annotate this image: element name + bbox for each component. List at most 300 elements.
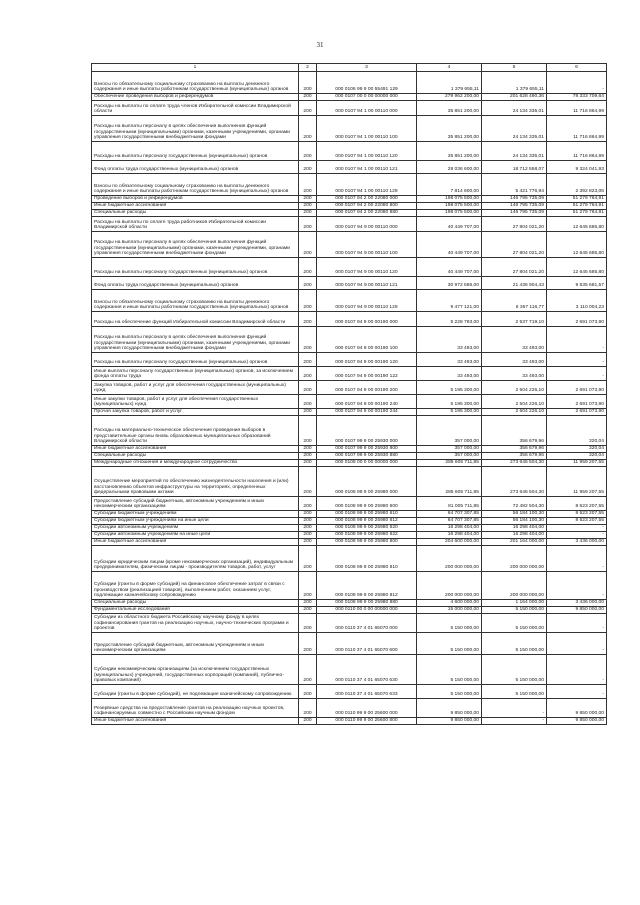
approved-amount: 40 449 707,00 (417, 217, 482, 232)
admin-code: 200 (299, 72, 317, 94)
unexecuted-amount: 11 716 864,99 (547, 116, 607, 142)
admin-code: 200 (299, 539, 317, 546)
unexecuted-amount: - (547, 633, 607, 655)
executed-amount: 16 298 404,00 (482, 532, 547, 539)
admin-code: 200 (299, 161, 317, 174)
unexecuted-amount: 51 279 764,91 (547, 196, 607, 203)
budget-classification-code: 000 0107 99 9 00 25930 800 (317, 446, 417, 453)
approved-amount: 357 000,00 (417, 416, 482, 446)
unexecuted-amount: 51 279 764,91 (547, 203, 607, 210)
table-row (92, 532, 607, 539)
line-item-name: Специальные расходы (92, 600, 299, 607)
admin-code: 200 (299, 353, 317, 367)
line-item-name: Международные отношения и международное сотрудничество (92, 460, 299, 467)
budget-classification-code: 000 0108 99 9 00 25980 880 (317, 600, 417, 607)
budget-classification-code: 000 0110 99 9 00 25600 800 (317, 718, 417, 725)
admin-code: 200 (299, 381, 317, 395)
unexecuted-amount: 9 850 000,00 (547, 699, 607, 718)
table-row (92, 94, 607, 101)
unexecuted-amount: 2 691 073,90 (547, 395, 607, 409)
line-item-name: Иные бюджетные ассигнования (92, 203, 299, 210)
executed-amount: 33 493,00 (482, 327, 547, 353)
approved-amount: 33 493,00 (417, 353, 482, 367)
table-row (92, 497, 607, 511)
unexecuted-amount: 12 645 685,80 (547, 258, 607, 277)
executed-amount: 24 134 335,01 (482, 142, 547, 161)
budget-classification-code: 000 0107 94 9 00 00190 240 (317, 395, 417, 409)
unexecuted-amount: - (547, 572, 607, 600)
admin-code: 200 (299, 94, 317, 101)
unexecuted-amount: - (547, 353, 607, 367)
executed-amount: 201 164 000,00 (482, 539, 547, 546)
unexecuted-amount: 320,04 (547, 416, 607, 446)
executed-amount: 27 804 021,20 (482, 217, 547, 232)
unexecuted-amount: - (547, 532, 607, 539)
budget-classification-code: 000 0108 00 0 00 00000 000 (317, 460, 417, 467)
column-header: 4 (417, 64, 482, 72)
approved-amount: 279 962 200,00 (417, 94, 482, 101)
approved-amount: 35 851 200,00 (417, 101, 482, 116)
unexecuted-amount: 3 436 000,00 (547, 600, 607, 607)
unexecuted-amount: 8 523 207,55 (547, 497, 607, 511)
budget-classification-code: 000 0107 94 9 00 00110 129 (317, 290, 417, 312)
approved-amount: 198 075 500,00 (417, 210, 482, 217)
budget-classification-code: 000 0107 94 9 00 00190 244 (317, 409, 417, 416)
budget-classification-code: 000 0106 99 9 00 55491 129 (317, 72, 417, 94)
table-row (92, 699, 607, 718)
approved-amount: 5 228 793,00 (417, 312, 482, 327)
table-row (92, 633, 607, 655)
line-item-name: Субсидии из областного бюджета Российскому научному фонду в целях софинансирования грантов на реализацию научных, научно-технических программ и проектов (92, 614, 299, 633)
budget-classification-code: 000 0107 94 2 00 22080 000 (317, 196, 417, 203)
approved-amount: 198 075 500,00 (417, 203, 482, 210)
budget-classification-code: 000 0108 99 9 00 25980 810 (317, 546, 417, 572)
approved-amount: 9 850 000,00 (417, 718, 482, 725)
approved-amount: 200 000 000,00 (417, 572, 482, 600)
line-item-name: Субсидии бюджетным учреждениям на иные цели (92, 518, 299, 525)
budget-classification-code: 000 0107 99 9 00 25930 880 (317, 453, 417, 460)
executed-amount: 146 795 735,09 (482, 203, 547, 210)
approved-amount: 64 707 307,85 (417, 518, 482, 525)
table-row (92, 546, 607, 572)
line-item-name: Расходы на выплаты персоналу в целях обеспечения выполнения функций государственными (муниципальными) органами, казенными учреждениями, органами управления государственными внебюджетными фондами (92, 232, 299, 258)
table-row (92, 101, 607, 116)
admin-code: 200 (299, 312, 317, 327)
table-row (92, 614, 607, 633)
budget-classification-code: 000 0107 94 9 00 00190 100 (317, 327, 417, 353)
executed-amount: 2 504 226,10 (482, 381, 547, 395)
approved-amount: 9 850 000,00 (417, 699, 482, 718)
executed-amount: 356 679,96 (482, 446, 547, 453)
line-item-name: Специальные расходы (92, 210, 299, 217)
executed-amount: 200 000 000,00 (482, 572, 547, 600)
table-row (92, 217, 607, 232)
unexecuted-amount: 8 523 207,55 (547, 518, 607, 525)
page-number: 31 (316, 41, 324, 49)
unexecuted-amount: - (547, 546, 607, 572)
admin-code: 200 (299, 614, 317, 633)
executed-amount: 146 795 735,09 (482, 210, 547, 217)
unexecuted-amount: 2 691 073,90 (547, 312, 607, 327)
line-item-name: Субсидии (гранты в форме субсидий) на финансовое обеспечение затрат в связи с производством (реализацией товаров), выполнением работ, оказанием услуг, подлежащие казначейскому сопровождению (92, 572, 299, 600)
line-item-name: Расходы на выплаты по оплате труда работников Избирательной комиссии Владимирской области (92, 217, 299, 232)
executed-amount: 72 482 504,30 (482, 497, 547, 511)
approved-amount: 16 298 404,00 (417, 525, 482, 532)
executed-amount: 2 537 719,10 (482, 312, 547, 327)
admin-code: 200 (299, 203, 317, 210)
table-row (92, 511, 607, 518)
approved-amount: 16 298 404,00 (417, 532, 482, 539)
unexecuted-amount: 3 110 004,23 (547, 290, 607, 312)
admin-code: 200 (299, 116, 317, 142)
admin-code: 200 (299, 101, 317, 116)
budget-classification-code: 000 0108 99 9 00 25980 620 (317, 525, 417, 532)
column-header: 5 (482, 64, 547, 72)
budget-classification-code: 000 0108 99 9 00 25980 600 (317, 497, 417, 511)
executed-amount: 5 150 000,00 (482, 614, 547, 633)
approved-amount: 5 150 000,00 (417, 685, 482, 699)
executed-amount: 1 379 655,11 (482, 72, 547, 94)
admin-code: 200 (299, 196, 317, 203)
budget-classification-code: 000 0107 99 9 00 25930 000 (317, 416, 417, 446)
executed-amount: 56 184 100,30 (482, 518, 547, 525)
executed-amount: 5 150 000,00 (482, 655, 547, 685)
executed-amount: 356 679,96 (482, 416, 547, 446)
executed-amount: 356 679,96 (482, 453, 547, 460)
line-item-name: Расходы на обеспечение функций Избирательной комиссии Владимирской области (92, 312, 299, 327)
unexecuted-amount: - (547, 72, 607, 94)
table-row (92, 467, 607, 497)
budget-classification-code: 000 0107 94 9 00 00110 100 (317, 232, 417, 258)
approved-amount: 200 000 000,00 (417, 546, 482, 572)
line-item-name: Обеспечение проведения выборов и референдумов (92, 94, 299, 101)
table-row (92, 232, 607, 258)
table-row (92, 312, 607, 327)
budget-classification-code: 000 0107 94 1 00 00110 121 (317, 161, 417, 174)
admin-code: 200 (299, 446, 317, 453)
approved-amount: 204 600 000,00 (417, 539, 482, 546)
line-item-name: Иные выплаты персоналу государственных (муниципальных) органов, за исключением фонда оплаты труда (92, 367, 299, 381)
admin-code: 200 (299, 546, 317, 572)
budget-classification-code: 000 0107 94 9 00 00190 200 (317, 381, 417, 395)
line-item-name: Расходы на выплаты персоналу государственных (муниципальных) органов (92, 142, 299, 161)
admin-code: 200 (299, 518, 317, 525)
executed-amount: 5 150 000,00 (482, 607, 547, 614)
budget-classification-code: 000 0107 94 9 00 00110 120 (317, 258, 417, 277)
unexecuted-amount: 11 959 207,55 (547, 467, 607, 497)
executed-amount: 24 134 335,01 (482, 101, 547, 116)
line-item-name: Субсидии бюджетным учреждениям (92, 511, 299, 518)
table-row (92, 353, 607, 367)
table-row (92, 381, 607, 395)
executed-amount: 201 628 490,36 (482, 94, 547, 101)
table-row (92, 539, 607, 546)
budget-classification-code: 000 0107 94 2 00 22080 800 (317, 203, 417, 210)
line-item-name: Взносы по обязательному социальному страхованию на выплаты денежного содержания и иные выплаты работникам государственных (муниципальных) органов (92, 174, 299, 196)
admin-code: 200 (299, 718, 317, 725)
unexecuted-amount: 2 691 073,90 (547, 381, 607, 395)
unexecuted-amount: 51 279 764,91 (547, 210, 607, 217)
table-row (92, 290, 607, 312)
approved-amount: 5 150 000,00 (417, 633, 482, 655)
executed-amount: 146 795 735,09 (482, 196, 547, 203)
budget-classification-code: 000 0108 99 9 00 25980 622 (317, 532, 417, 539)
line-item-name: Прочая закупка товаров, работ и услуг (92, 409, 299, 416)
unexecuted-amount: - (547, 655, 607, 685)
budget-classification-code: 000 0107 94 9 00 00110 121 (317, 277, 417, 290)
line-item-name: Субсидии юридическим лицам (кроме некоммерческих организаций), индивидуальным предпринимателям, физическим лицам - производителям товаров, работ, услуг (92, 546, 299, 572)
unexecuted-amount: 9 850 000,00 (547, 607, 607, 614)
budget-classification-code: 000 0107 94 9 00 00190 122 (317, 367, 417, 381)
table-row (92, 327, 607, 353)
executed-amount: 1 164 000,00 (482, 600, 547, 607)
admin-code: 200 (299, 607, 317, 614)
table-row (92, 453, 607, 460)
unexecuted-amount: - (547, 614, 607, 633)
unexecuted-amount: 320,04 (547, 453, 607, 460)
approved-amount: 33 493,00 (417, 367, 482, 381)
budget-classification-code: 000 0110 37 4 01 65070 000 (317, 614, 417, 633)
admin-code: 200 (299, 532, 317, 539)
line-item-name: Иные бюджетные ассигнования (92, 718, 299, 725)
table-row (92, 655, 607, 685)
unexecuted-amount: - (547, 367, 607, 381)
approved-amount: 357 000,00 (417, 453, 482, 460)
unexecuted-amount: - (547, 327, 607, 353)
approved-amount: 15 000 000,00 (417, 607, 482, 614)
unexecuted-amount: 3 436 000,00 (547, 539, 607, 546)
table-row (92, 572, 607, 600)
executed-amount: 273 646 504,30 (482, 467, 547, 497)
budget-classification-code: 000 0108 99 9 00 25980 612 (317, 518, 417, 525)
table-row (92, 607, 607, 614)
budget-execution-table (91, 63, 607, 725)
executed-amount: 18 712 558,07 (482, 161, 547, 174)
line-item-name: Предоставление субсидий бюджетным, автономным учреждениям и иным некоммерческим организациям (92, 633, 299, 655)
unexecuted-amount: 78 333 709,64 (547, 94, 607, 101)
line-item-name: Субсидии некоммерческим организациям (за исключением государственных (муниципальных) учреждений, государственных корпораций (компаний), публично-правовых компаний) (92, 655, 299, 685)
table-row (92, 142, 607, 161)
unexecuted-amount: 9 535 681,57 (547, 277, 607, 290)
admin-code: 200 (299, 699, 317, 718)
approved-amount: 64 707 307,85 (417, 511, 482, 518)
column-number-row (92, 64, 607, 72)
budget-classification-code: 000 0110 37 4 01 65070 600 (317, 633, 417, 655)
admin-code: 200 (299, 409, 317, 416)
table-row (92, 258, 607, 277)
table-row (92, 210, 607, 217)
line-item-name: Специальные расходы (92, 453, 299, 460)
budget-classification-code: 000 0107 00 0 00 00000 000 (317, 94, 417, 101)
budget-classification-code: 000 0107 94 2 00 22080 880 (317, 210, 417, 217)
unexecuted-amount: 9 850 000,00 (547, 718, 607, 725)
admin-code: 200 (299, 232, 317, 258)
admin-code: 200 (299, 467, 317, 497)
executed-amount: 6 367 116,77 (482, 290, 547, 312)
admin-code: 200 (299, 460, 317, 467)
approved-amount: 1 379 655,11 (417, 72, 482, 94)
line-item-name: Иные закупки товаров, работ и услуг для обеспечения государственных (муниципальных) нужд (92, 395, 299, 409)
approved-amount: 35 851 200,00 (417, 142, 482, 161)
executed-amount: 33 493,00 (482, 353, 547, 367)
line-item-name: Иные бюджетные ассигнования (92, 539, 299, 546)
line-item-name: Взносы по обязательному социальному страхованию на выплаты денежного содержания и иные выплаты работникам государственных (муниципальных) органов (92, 72, 299, 94)
executed-amount: 21 436 904,43 (482, 277, 547, 290)
unexecuted-amount: 2 691 073,90 (547, 409, 607, 416)
unexecuted-amount: 9 324 041,93 (547, 161, 607, 174)
table-row (92, 277, 607, 290)
unexecuted-amount: 11 959 207,55 (547, 460, 607, 467)
line-item-name: Фонд оплаты труда государственных (муниципальных) органов (92, 277, 299, 290)
line-item-name: Расходы на выплаты персоналу государственных (муниципальных) органов (92, 258, 299, 277)
admin-code: 200 (299, 572, 317, 600)
admin-code: 200 (299, 174, 317, 196)
line-item-name: Субсидии (гранты в форме субсидий), не подлежащие казначейскому сопровождению (92, 685, 299, 699)
executed-amount: 56 184 100,30 (482, 511, 547, 518)
table-row (92, 718, 607, 725)
budget-classification-code: 000 0107 94 1 00 00110 100 (317, 116, 417, 142)
table-row (92, 600, 607, 607)
line-item-name: Расходы на выплаты персоналу в целях обеспечения выполнения функций государственными (муниципальными) органами, казенными учреждениями, органами управления государственными внебюджетными фондами (92, 327, 299, 353)
line-item-name: Взносы по обязательному социальному страхованию на выплаты денежного содержания и иные выплаты работникам государственных (муниципальных) органов (92, 290, 299, 312)
admin-code: 200 (299, 497, 317, 511)
admin-code: 200 (299, 395, 317, 409)
approved-amount: 30 972 586,00 (417, 277, 482, 290)
approved-amount: 40 449 707,00 (417, 232, 482, 258)
admin-code: 200 (299, 290, 317, 312)
line-item-name: Субсидии автономным учреждениям (92, 525, 299, 532)
line-item-name: Расходы на выплаты персоналу государственных (муниципальных) органов (92, 353, 299, 367)
approved-amount: 357 000,00 (417, 446, 482, 453)
table-row (92, 196, 607, 203)
table-row (92, 685, 607, 699)
executed-amount: 2 504 226,10 (482, 409, 547, 416)
admin-code: 200 (299, 142, 317, 161)
approved-amount: 198 075 500,00 (417, 196, 482, 203)
table-row (92, 367, 607, 381)
admin-code: 200 (299, 600, 317, 607)
approved-amount: 40 449 707,00 (417, 258, 482, 277)
executed-amount: 5 421 776,94 (482, 174, 547, 196)
line-item-name: Осуществление мероприятий по обеспечению жизнедеятельности населения и (или) восстановлению объектов инфраструктуры на территориях, определенных федеральными правовыми актами (92, 467, 299, 497)
column-header: 3 (317, 64, 417, 72)
line-item-name: Предоставление субсидий бюджетным, автономным учреждениям и иным некоммерческим организациям (92, 497, 299, 511)
budget-classification-code: 000 0108 99 9 00 25980 000 (317, 467, 417, 497)
budget-classification-code: 000 0110 37 4 01 65070 633 (317, 685, 417, 699)
line-item-name: Фундаментальные исследования (92, 607, 299, 614)
admin-code: 200 (299, 277, 317, 290)
approved-amount: 9 477 121,00 (417, 290, 482, 312)
budget-classification-code: 000 0110 37 4 01 65070 630 (317, 655, 417, 685)
budget-classification-code: 000 0108 99 9 00 25980 610 (317, 511, 417, 518)
table-row (92, 409, 607, 416)
table-row (92, 395, 607, 409)
approved-amount: 5 150 000,00 (417, 614, 482, 633)
line-item-name: Субсидии автономным учреждениям на иные цели (92, 532, 299, 539)
executed-amount: 16 298 404,00 (482, 525, 547, 532)
budget-classification-code: 000 0107 94 1 00 00110 129 (317, 174, 417, 196)
executed-amount: 33 493,00 (482, 367, 547, 381)
admin-code: 200 (299, 511, 317, 518)
executed-amount: - (482, 718, 547, 725)
approved-amount: 285 605 711,85 (417, 467, 482, 497)
budget-classification-code: 000 0107 94 9 00 00190 000 (317, 312, 417, 327)
line-item-name: Расходы на выплаты по оплате труда членов Избирательной комиссии Владимирской области (92, 101, 299, 116)
admin-code: 200 (299, 217, 317, 232)
unexecuted-amount: 11 716 864,99 (547, 142, 607, 161)
approved-amount: 33 493,00 (417, 327, 482, 353)
approved-amount: 35 851 200,00 (417, 116, 482, 142)
line-item-name: Расходы на материально-техническое обеспечение проведения выборов в представительные органы вновь образованных муниципальных образований Владимирской области (92, 416, 299, 446)
approved-amount: 5 195 300,00 (417, 381, 482, 395)
unexecuted-amount: 320,04 (547, 446, 607, 453)
budget-classification-code: 000 0107 94 1 00 00110 120 (317, 142, 417, 161)
executed-amount: 5 150 000,00 (482, 685, 547, 699)
approved-amount: 7 814 600,00 (417, 174, 482, 196)
executed-amount: 27 804 021,20 (482, 232, 547, 258)
table-row (92, 446, 607, 453)
budget-classification-code: 000 0107 94 9 00 00110 000 (317, 217, 417, 232)
approved-amount: 81 005 711,85 (417, 497, 482, 511)
admin-code: 200 (299, 327, 317, 353)
table-row (92, 518, 607, 525)
admin-code: 200 (299, 210, 317, 217)
column-header: 1 (92, 64, 299, 72)
unexecuted-amount: 11 716 864,99 (547, 101, 607, 116)
table-row (92, 161, 607, 174)
admin-code: 200 (299, 258, 317, 277)
line-item-name: Расходы на выплаты персоналу в целях обеспечения выполнения функций государственными (муниципальными) органами, казенными учреждениями, органами управления государственными внебюджетными фондами (92, 116, 299, 142)
executed-amount: 5 150 000,00 (482, 633, 547, 655)
unexecuted-amount: - (547, 685, 607, 699)
table-row (92, 116, 607, 142)
table-row (92, 203, 607, 210)
line-item-name: Проведение выборов и референдумов (92, 196, 299, 203)
budget-classification-code: 000 0110 00 0 00 00000 000 (317, 607, 417, 614)
unexecuted-amount: 12 645 685,80 (547, 217, 607, 232)
table-row (92, 460, 607, 467)
approved-amount: 5 195 300,00 (417, 395, 482, 409)
approved-amount: 5 150 000,00 (417, 655, 482, 685)
executed-amount: 273 646 504,30 (482, 460, 547, 467)
unexecuted-amount: 12 645 685,80 (547, 232, 607, 258)
line-item-name: Резервные средства на предоставление грантов на реализацию научных проектов, софинансируемых совместно с Российским научным фондом (92, 699, 299, 718)
budget-classification-code: 000 0108 99 9 00 25980 800 (317, 539, 417, 546)
admin-code: 200 (299, 685, 317, 699)
admin-code: 200 (299, 367, 317, 381)
column-header: 2 (299, 64, 317, 72)
budget-classification-code: 000 0108 99 9 00 25980 812 (317, 572, 417, 600)
executed-amount: - (482, 699, 547, 718)
budget-classification-code: 000 0107 94 9 00 00190 120 (317, 353, 417, 367)
admin-code: 200 (299, 655, 317, 685)
unexecuted-amount: 2 392 823,06 (547, 174, 607, 196)
unexecuted-amount: 8 523 207,55 (547, 511, 607, 518)
admin-code: 200 (299, 525, 317, 532)
executed-amount: 27 804 021,20 (482, 258, 547, 277)
approved-amount: 28 036 600,00 (417, 161, 482, 174)
line-item-name: Иные бюджетные ассигнования (92, 446, 299, 453)
line-item-name: Закупка товаров, работ и услуг для обеспечения государственных (муниципальных) нужд (92, 381, 299, 395)
table-row (92, 525, 607, 532)
executed-amount: 24 134 335,01 (482, 116, 547, 142)
approved-amount: 285 605 711,85 (417, 460, 482, 467)
line-item-name: Фонд оплаты труда государственных (муниципальных) органов (92, 161, 299, 174)
executed-amount: 2 504 226,10 (482, 395, 547, 409)
admin-code: 200 (299, 633, 317, 655)
executed-amount: 200 000 000,00 (482, 546, 547, 572)
admin-code: 200 (299, 453, 317, 460)
